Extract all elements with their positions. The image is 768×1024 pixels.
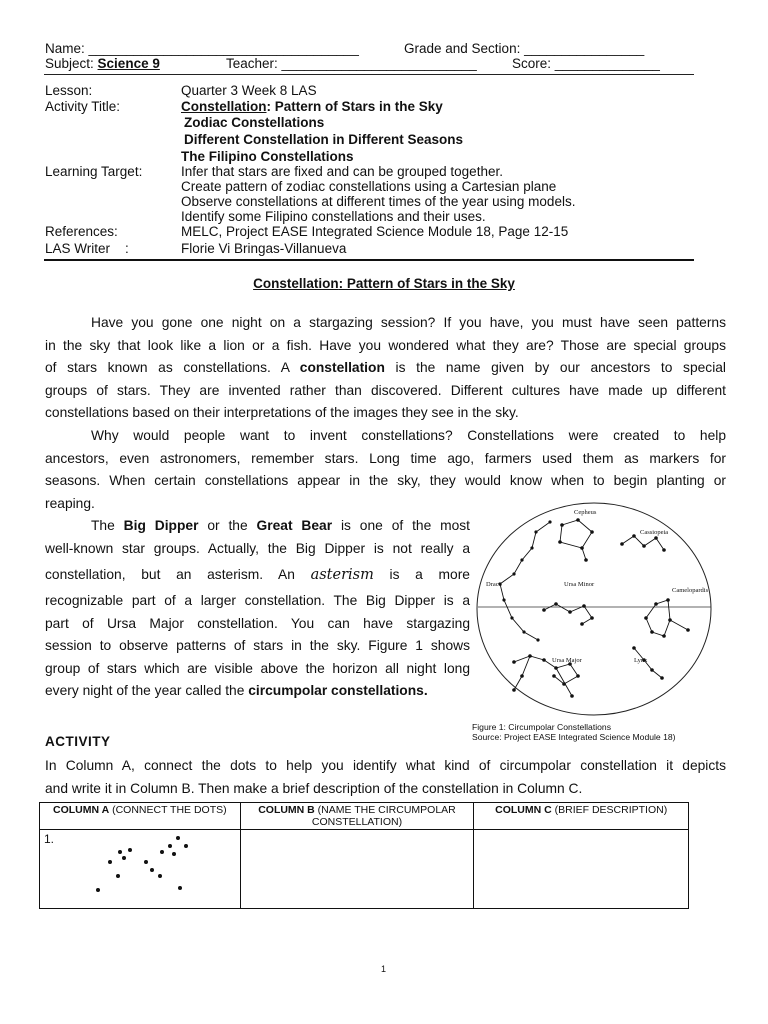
activity-title-2: Zodiac Constellations xyxy=(184,115,325,130)
activity-heading: ACTIVITY xyxy=(45,734,111,749)
header-divider xyxy=(44,74,694,75)
name-line: Name: ____________________________________ xyxy=(45,41,359,56)
circumpolar-constellations-figure xyxy=(474,500,714,718)
grade-line: Grade and Section: ________________ xyxy=(404,41,645,56)
learning-target-1: Infer that stars are fixed and can be grouped together. xyxy=(181,164,503,179)
activity-title-4: The Filipino Constellations xyxy=(181,149,354,164)
paragraph-big-dipper: The Big Dipper or the Great Bear is one of the most well-known star groups. Actually, the Big Dipper is not really a constellation, but an asterism. An asterism is a more recognizable part of a larger constellation. The Big Dipper is a part of Ursa Major constellation. You can have stargazing session to observe patterns of stars in the sky. Figure 1 shows group of stars which are visible above the horizon all night long every night of the year called the circumpolar constellations. xyxy=(45,518,471,698)
activity-title-3: Different Constellation in Different Seasons xyxy=(184,132,464,147)
activity-table xyxy=(39,802,689,909)
learning-target-4: Identify some Filipino constellations and their uses. xyxy=(181,209,486,224)
dot-pattern xyxy=(90,832,210,904)
label-cepheus: Cepheus xyxy=(574,509,597,516)
score-line: Score: ______________ xyxy=(512,56,660,71)
subject-value: Science 9 xyxy=(97,56,160,71)
label-lynx: Lynx xyxy=(634,657,648,664)
label-draco: Draco xyxy=(486,581,502,588)
figure-caption: Figure 1: Circumpolar Constellations xyxy=(472,722,611,732)
lesson-label: Lesson: xyxy=(45,83,93,98)
column-b-header: COLUMN B (NAME THE CIRCUMPOLAR CONSTELLATION) xyxy=(240,803,474,830)
references-label: References: xyxy=(45,224,118,239)
references-value: MELC, Project EASE Integrated Science Module 18, Page 12-15 xyxy=(181,224,569,239)
label-cassiopeia: Cassiopeia xyxy=(640,529,669,536)
subject-line: Subject: Science 9 xyxy=(45,56,160,71)
label-ursa-minor: Ursa Minor xyxy=(564,581,595,588)
learning-target-2: Create pattern of zodiac constellations using a Cartesian plane xyxy=(181,179,557,194)
label-camelopardis: Camelopardis xyxy=(672,587,709,594)
teacher-line: Teacher: __________________________ xyxy=(226,56,477,71)
table-header-row xyxy=(40,803,689,830)
page-number: 1 xyxy=(381,964,387,974)
column-a-header: COLUMN A (CONNECT THE DOTS) xyxy=(40,803,241,830)
table-row xyxy=(40,830,689,909)
writer-value: Florie Vi Bringas-Villanueva xyxy=(181,241,347,256)
column-c-header: COLUMN C (BRIEF DESCRIPTION) xyxy=(474,803,689,830)
paragraph-why: Why would people want to invent constellations? Constellations were created to help ancestors, even astronomers, remember stars. Long time ago, farmers used them as markers for seasons. When certain constellations appear in the sky, they would know when to begin planting or reaping. xyxy=(45,428,726,511)
activity-instructions: In Column A, connect the dots to help you identify what kind of circumpolar constellation it depicts and write it in Column B. Then make a brief description of the constellation in Column C. xyxy=(45,758,726,796)
meta-divider xyxy=(44,259,694,261)
sky-circle xyxy=(477,503,711,715)
paragraph-intro: Have you gone one night on a stargazing session? If you have, you must have seen patterns in the sky that look like a lion or a fish. Have you wondered what they are? Those are special groups of stars known as constellations. A constellation is the name given by our ancestors to special groups of stars. They are invented rather than discovered. Different cultures have made up different constellations based on their interpretations of the images they see in the sky. xyxy=(45,315,727,420)
score-field[interactable]: ______________ xyxy=(554,56,660,71)
row-number: 1. xyxy=(44,832,55,846)
name-field[interactable]: ____________________________________ xyxy=(88,41,359,56)
connect-dots-cell[interactable] xyxy=(40,830,241,909)
activity-title-label: Activity Title: xyxy=(45,99,121,114)
activity-title-1: Constellation: Pattern of Stars in the Sky xyxy=(181,99,443,114)
label-ursa-major: Ursa Major xyxy=(552,657,582,664)
section-title: Constellation: Pattern of Stars in the Sky xyxy=(253,276,515,291)
learning-target-label: Learning Target: xyxy=(45,164,143,179)
writer-label: LAS Writer : xyxy=(45,241,129,256)
star-lines xyxy=(500,520,688,696)
constellation-name-cell[interactable] xyxy=(240,830,474,909)
lesson-value: Quarter 3 Week 8 LAS xyxy=(181,83,317,98)
description-cell[interactable] xyxy=(474,830,689,909)
teacher-field[interactable]: __________________________ xyxy=(281,56,477,71)
grade-field[interactable]: ________________ xyxy=(524,41,645,56)
figure-source: Source: Project EASE Integrated Science Module 18) xyxy=(472,732,676,742)
learning-target-3: Observe constellations at different times of the year using models. xyxy=(181,194,576,209)
